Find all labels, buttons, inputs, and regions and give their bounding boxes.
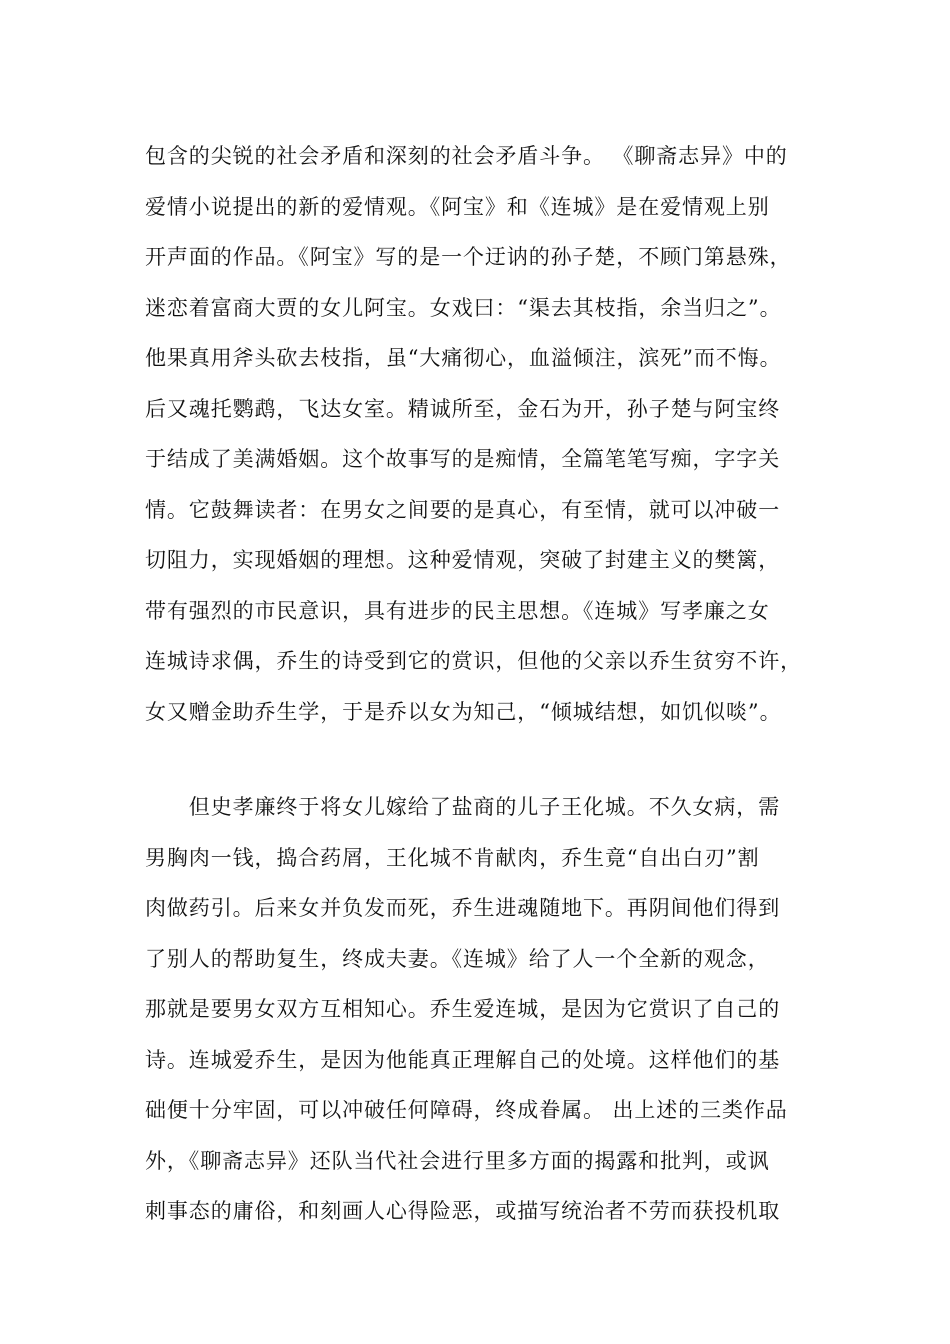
text-line: 础便十分牢固，可以冲破任何障碍，终成眷属。 出上述的三类作品 bbox=[145, 1098, 788, 1122]
text-line: 男胸肉一钱，捣合药屑，王化城不肯献肉，乔生竟“自出白刃”割 bbox=[145, 845, 760, 870]
text-line: 了别人的帮助复生，终成夫妻。《连城》给了人一个全新的观念， bbox=[145, 946, 770, 971]
paragraph bbox=[145, 131, 825, 737]
text-line: 连城诗求偶，乔生的诗受到它的赏识，但他的父亲以乔生贫穷不许， bbox=[145, 649, 802, 673]
text-line: 他果真用斧头砍去枝指，虽“大痛彻心，血溢倾注，滨死”而不悔。 bbox=[145, 346, 782, 370]
text-line: 于结成了美满婚姻。这个故事写的是痴情，全篇笔笔写痴，字字关 bbox=[145, 447, 781, 471]
text-line: 但史孝廉终于将女儿嫁给了盐商的儿子王化城。不久女病，需 bbox=[145, 795, 781, 819]
text-line: 那就是要男女双方互相知心。乔生爱连城，是因为它赏识了自己的 bbox=[145, 997, 781, 1021]
text-line: 爱情小说提出的新的爱情观。《阿宝》和《连城》是在爱情观上别 bbox=[145, 194, 770, 219]
text-line: 肉做药引。后来女并负发而死，乔生进魂随地下。再阴间他们得到 bbox=[145, 896, 781, 920]
text-line: 迷恋着富商大贾的女儿阿宝。女戏曰：“渠去其枝指，余当归之”。 bbox=[145, 295, 782, 320]
text-line: 外，《聊斋志异》还队当代社会进行里多方面的揭露和批判，或讽 bbox=[145, 1148, 770, 1173]
text-line: 情。它鼓舞读者：在男女之间要的是真心，有至情，就可以冲破一 bbox=[145, 497, 781, 522]
text-line: 刺事态的庸俗，和刻画人心得险恶，或描写统治者不劳而获投机取 bbox=[145, 1199, 781, 1223]
text-line: 开声面的作品。《阿宝》写的是一个迂讷的孙子楚，不顾门第悬殊， bbox=[145, 245, 792, 269]
text-line: 切阻力，实现婚姻的理想。这种爱情观，突破了封建主义的樊篱， bbox=[145, 548, 781, 572]
text-line: 诗。连城爱乔生，是因为他能真正理解自己的处境。这样他们的基 bbox=[145, 1047, 781, 1072]
text-line: 后又魂托鹦鹉，飞达女室。精诚所至，金石为开，孙子楚与阿宝终 bbox=[145, 396, 781, 421]
text-line: 包含的尖锐的社会矛盾和深刻的社会矛盾斗争。 《聊斋志异》中的 bbox=[145, 144, 788, 168]
paragraph bbox=[145, 782, 825, 1237]
text-line: 女又赠金助乔生学，于是乔以女为知己，“倾城结想，如饥似啖”。 bbox=[145, 699, 782, 724]
text-line: 带有强烈的市民意识，具有进步的民主思想。《连城》写孝廉之女 bbox=[145, 598, 770, 623]
